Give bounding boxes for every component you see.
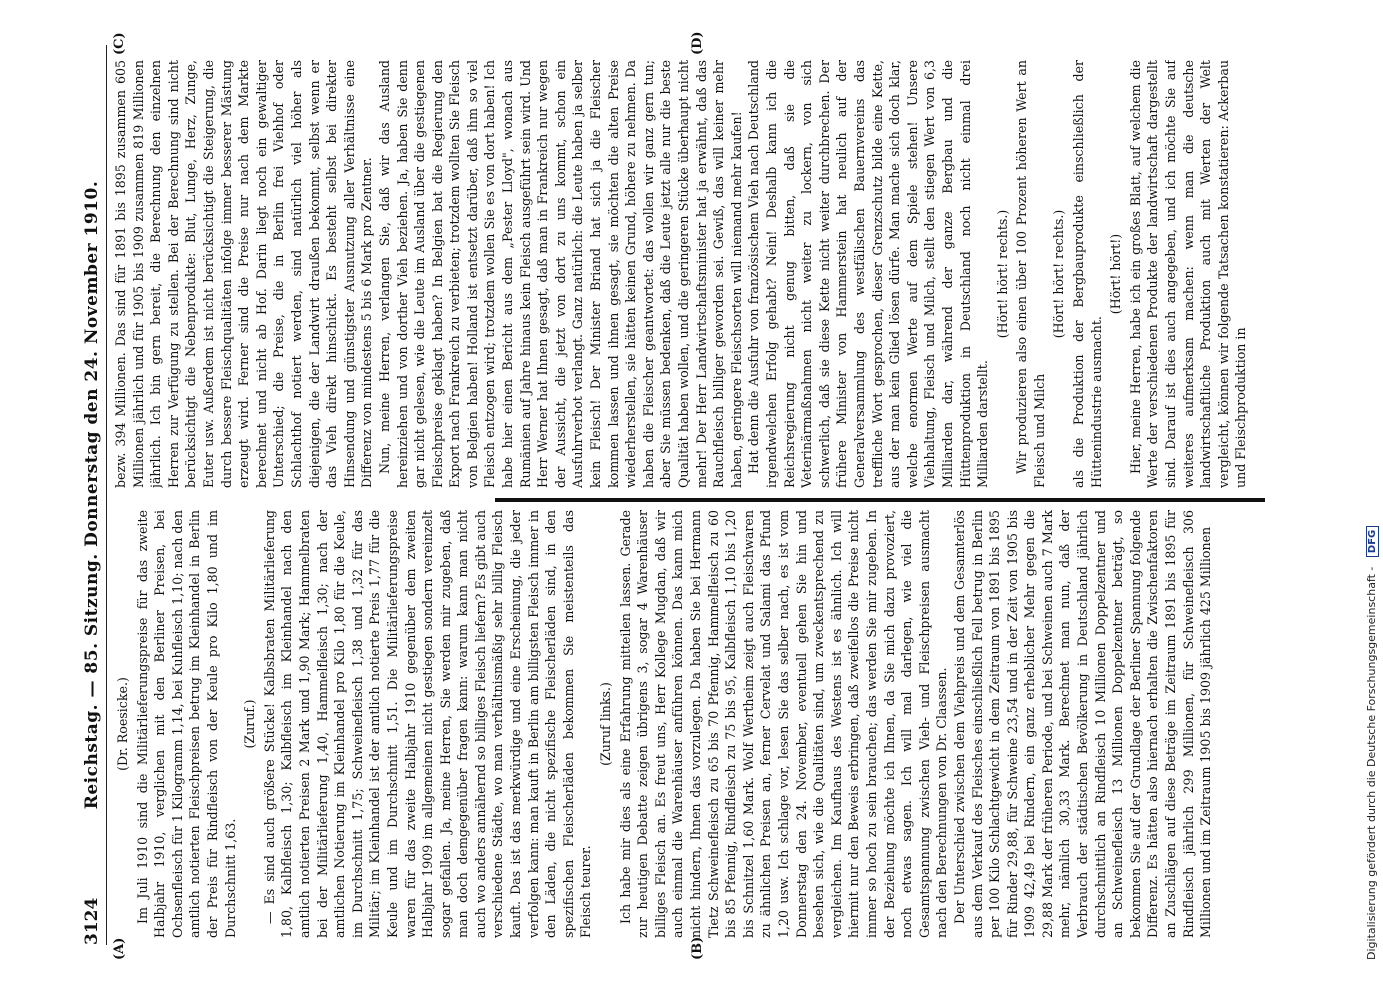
column-divider: [495, 498, 1265, 502]
paragraph: Ich habe mir dies als eine Erfahrung mitteilen lassen. Gerade zur heutigen Debatte zeigen übrigens 3, sogar 4 Warenhäuser billiges Fleisch an. Es freut uns, Herr Kollege Mugdan, daß wir auch einmal die Warenhäuser anführen können. Das kann mich nicht hindern, Ihnen das vorzulegen. Da haben Sie bei Hermann Tietz Schweinefleisch zu 65 bis 70 Pfennig, Hammelfleisch zu 60 bis 85 Pfennig, Rindfleisch zu 75 bis 95, Kalbfleisch 1,10 bis 1,20 bis Schnitzel 1,60 Mark. Wolf Wertheim zeigt auch Fleischwaren zu ähnlichen Preisen an, ferner Cervelat und Salami das Pfund 1,20 usw. Ich schlage vor, lesen Sie das selber nach, es ist vom Donnerstag den 24. November, eventuell gehen Sie hin und besehen sich, wie die Qualitäten sind, um zweckentsprechend zu vergleichen. Im Kaufhaus des Westens ist es ähnlich. Ich will hiermit nur den Beweis erbringen, daß zweifellos die Preise nicht immer so hoch zu sein brauchen; das werden Sie mir zugeben. In der Beziehung möchte ich Ihnen, da Sie mich dazu provoziert, noch etwas sagen. Ich will mal darlegen, wie viel die Gesamtspannung zwischen Vieh- und Fleischpreisen ausmacht nach den Berechnungen von Dr. Claassen.: [617, 510, 950, 938]
right-column: [112, 60, 1312, 488]
paragraph: Nun, meine Herren, verlangen Sie, daß wir das Ausland hereinziehen und von dorther Vieh beziehen. Ja, haben Sie denn gar nicht gelesen, wie die Leute im Ausland über die gestiegenen Fleischpreise geklagt haben? In Belgien bat die Regierung den Export nach Frankreich zu verbieten; trotzdem wollten Sie Fleisch von Belgien haben! Holland ist entsetzt darüber, daß ihm so viel Fleisch entzogen wird; trotzdem wollen Sie es von dort haben! Ich habe hier einen Bericht aus dem „Pester Lloyd", wonach aus Rumänien auf Jahre hinaus kein Fleisch ausgeführt sein wird. Und Herr Werner hat Ihnen gesagt, daß man in Frankreich nur wegen der Aussicht, die jetzt von dort zu uns kommt, schon ein Ausfuhrverbot verlangt. Ganz natürlich: die Leute haben ja selber kein Fleisch! Der Minister Briand hat sich ja die Fleischer kommen lassen und ihnen gesagt, sie möchten die alten Preise wiederherstellen, sie hätten keinen Grund, höhere zu nehmen. Da haben die Fleischer geantwortet: das wollen wir ganz gern tun; aber Sie müssen bedenken, daß die Leute jetzt alle nur die beste Qualität haben wollen, und die geringeren Stücke überhaupt nicht mehr! Der Herr Landwirtschaftsminister hat ja erwähnt, daß das Rauchfleisch billiger geworden sei. Gewiß, das will keiner mehr haben, geringere Fleischsorten will niemand mehr kaufen!: [376, 60, 744, 488]
digitization-footer: [1365, 20, 1379, 960]
paragraph: Hat denn die Ausfuhr von französischem Vieh nach Deutschland irgendwelchen Erfolg gehabt? Nein! Deshalb kann ich die Reichsregierung nicht genug bitten, daß sie die Veterinärmaßnahmen nicht weiter zu lockern, von sich schwerlich, daß sie diese Kette nicht weiter durchbrechen. Der frühere Minister von Hammerstein hat neulich auf der Generalversammlung des westfälischen Bauernvereins das treffliche Wort gesprochen, dieser Grenzschutz bilde eine Kette, aus der man kein Glied lösen dürfe. Man mache sich doch klar, welche enormen Werte auf dem Spiele stehen! Unsere Viehhaltung, Fleisch und Milch, stellt den stiegen Wert von 6,3 Milliarden dar, während der ganze Bergbau und die Hüttenproduktion in Deutschland noch nicht einmal drei Milliarden darstellt.: [746, 60, 991, 488]
paragraph: Der Unterschied zwischen dem Viehpreis und dem Gesamterlös aus dem Verkauf des Fleisches einschließlich Fell betrug in Berlin per 100 Kilo Schlachtgewicht in dem Zeitraum von 1891 bis 1895 für Rinder 29,88, für Schweine 23,54 und in der Zeit von 1905 bis 1909 42,49 bei Rindern, ein ganz erheblicher Mehr gegen die 29,88 Mark der früheren Periode, und bei Schweinen auch 7 Mark mehr, nämlich 30,33 Mark. Berechnet man nun, daß der Verbrauch der städtischen Bevölkerung in Deutschland jährlich durchschnittlich an Rindfleisch 10 Millionen Doppelzentner und an Schweinefleisch 13 Millionen Doppelzentner beträgt, so bekommen Sie auf der Grundlage der Berliner Spannung folgende Differenz. Es hätten also hiernach erhalten die Zwischenfaktoren an Zuschlägen auf diese Beträge im Zeitraum 1891 bis 1895 für Rindfleisch jährlich 299 Millionen, für Schweinefleisch 306 Millionen und im Zeitraum 1905 bis 1909 jährlich 425 Millionen: [951, 510, 1214, 938]
paragraph: als die Produktion der Bergbauprodukte einschließlich der Hüttenindustrie ausmacht.: [1071, 60, 1104, 488]
interjection: (Hört! hört!): [1108, 233, 1124, 315]
margin-mark-a: (A): [112, 937, 127, 960]
margin-mark-c: (C): [112, 32, 127, 55]
interjection: (Zuruf.): [242, 699, 258, 749]
margin-mark-b: (B): [690, 936, 705, 960]
paragraph: bezw. 394 Millionen. Das sind für 1891 bis 1895 zusammen 605 Millionen jährlich und für 1905 bis 1909 zusammen 819 Millionen jährlich. Ich bin gern bereit, die Berechnung den einzelnen Herren zur Verfügung zu stellen. Bei der Berechnung sind nicht berücksichtigt die Nebenprodukte: Blut, Lunge, Herz, Zunge, Euter usw. Außerdem ist nicht berücksichtigt die Steigerung, die durch bessere Fleischqualitäten infolge immer besserer Mästung erzeugt wird. Ferner sind die Preise nur nach dem Markte berechnet und nicht ab Hof. Darin liegt noch ein gewaltiger Unterschied; die Preise, die in Berlin frei Viehhof oder Schlachthof notiert werden, sind natürlich viel höher als diejenigen, die der Landwirt draußen bekommt, selbst wenn er das Vieh direkt hinschickt. Es besteht selbst bei direkter Hinsendung und günstigster Ausnutzung aller Verhältnisse eine Differenz von mindestens 5 bis 6 Mark pro Zentner.: [113, 60, 375, 488]
speaker-name: (Dr. Roesicke.): [115, 677, 130, 771]
paragraph: Im Juli 1910 sind die Militärlieferungspreise für das zweite Halbjahr 1910, verglichen mit den Berliner Preisen, bei Ochsenfleisch für 1 Kilogramm 1,14, bei Kuhfleisch 1,10; nach den amtlich notierten Fleischpreisen betrug im Kleinhandel in Berlin der Preis für Rindfleisch von der Keule pro Kilo 1,80 und im Durchschnitt 1,63.: [134, 510, 238, 938]
margin-mark-d: (D): [690, 31, 705, 55]
left-column: [112, 510, 1312, 938]
interjection: (Hört! hört! rechts.): [1051, 209, 1067, 339]
page-header: [82, 45, 104, 945]
interjection: (Hört! hört! rechts.): [994, 209, 1010, 339]
paragraph: Hier, meine Herren, habe ich ein großes Blatt, auf welchem die Werte der verschiedenen Produkte der landwirtschaft dargestellt sind. Darauf ist dies auch angegeben, und ich möchte Sie auf weiteres aufmerksam machen: wenn man die deutsche landwirtschaftliche Produktion auch mit Werten der Welt vergleicht, können wir folgende Tatsachen konstatieren: Ackerbau und Fleischproduktion in: [1127, 60, 1249, 488]
paragraph: Wir produzieren also einen über 100 Prozent höheren Wert an Fleisch und Milch: [1014, 60, 1047, 488]
page-number: 3124: [82, 897, 102, 945]
header-title: Reichstag. — 85. Sitzung. Donnerstag den 24. November 1910.: [82, 180, 102, 810]
dfg-logo: DFG: [1366, 526, 1379, 557]
interjection: (Zuruf links.): [598, 682, 614, 766]
paragraph: — Es sind auch größere Stücke! Kalbsbraten Militärlieferung 1,80, Kalbfleisch 1,30; Kalbfleisch im Kleinhandel nach den amtlich notierten Preisen 2 Mark und 1,90 Mark; Hammelbraten bei der Militärlieferung 1,40, Hammelfleisch 1,30; nach der amtlichen Notierung im Kleinhandel pro Kilo 1,80 für die Keule, im Durchschnitt 1,75; Schweinefleisch 1,38 und 1,32 für das Militär; im Kleinhandel ist der amtlich notierte Preis 1,77 für die Keule und im Durchschnitt 1,51. Die Militärlieferungspreise waren für das zweite Halbjahr 1910 gegenüber dem zweiten Halbjahr 1909 im allgemeinen nicht gestiegen sondern vereinzelt sogar gefallen. Ja, meine Herren, Sie werden mir zugeben, daß man doch demgegenüber fragen kann: warum kann man nicht auch wo anders annähernd so billiges Fleisch liefern? Es gibt auch verschiedene Städte, wo man verhältnismäßig sehr billig Fleisch kauft. Das ist das merkwürdige und eine Erscheinung, die jeder verfolgen kann: man kauft in Berlin am billigsten Fleisch immer in den Läden, die nicht spezifische Fleischerläden sind, in den spezifischen Fleischerläden bekommen Sie meistenteils das Fleisch teurer.: [261, 510, 594, 938]
footer-text: Digitalisierung gefördert durch die Deutsche Forschungsgemeinschaft -: [1365, 566, 1378, 960]
header-rule: [106, 45, 107, 945]
